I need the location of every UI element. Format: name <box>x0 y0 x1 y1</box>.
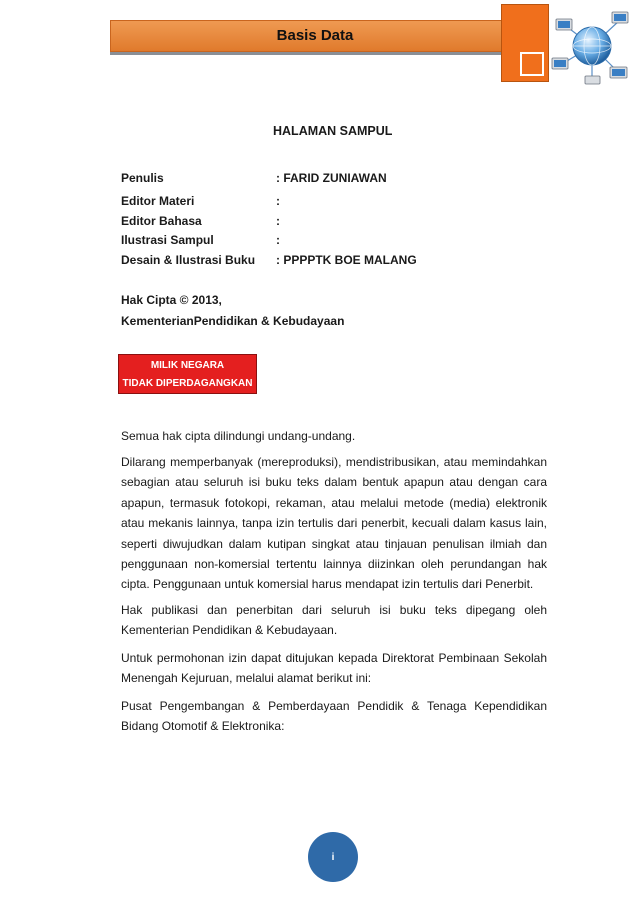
credit-value: : FARID ZUNIAWAN <box>276 171 387 185</box>
cover-title: HALAMAN SAMPUL <box>273 124 393 138</box>
credit-value: : <box>276 233 280 247</box>
page-number: i <box>308 832 358 882</box>
credit-value: : <box>276 214 280 228</box>
credit-label: Penulis <box>121 171 164 185</box>
credit-label: Ilustrasi Sampul <box>121 233 214 247</box>
copyright-line: Hak Cipta © 2013, <box>121 293 222 307</box>
badge-line-1: MILIK NEGARA <box>150 360 225 371</box>
credit-value: : <box>276 194 280 208</box>
header-title: Basis Data <box>276 27 354 44</box>
credit-value: : PPPPTK BOE MALANG <box>276 253 417 267</box>
credit-label: Editor Materi <box>121 194 195 208</box>
center-address: Pusat Pengembangan & Pemberdayaan Pendidik & Tenaga Kependidikan Bidang Otomotif & Elektronika: <box>121 699 547 734</box>
permission-request: Untuk permohonan izin dapat ditujukan kepada Direktorat Pembinaan Sekolah Menengah Kejuruan, melalui alamat berikut ini: <box>121 651 547 686</box>
reproduction-notice: Dilarang memperbanyak (mereproduksi), mendistribusikan, atau memindahkan sebagian atau seluruh isi buku teks dalam bentuk apapun atau dengan cara apapun, termasuk fotokopi, rekaman, atau melalui metode (media) elektronik atau mekanis lainnya, tanpa izin tertulis dari penerbit, kecuali dalam kasus lain, seperti diwujudkan dalam kutipan singkat atau tinjauan penulisan ilmiah dan penggunaan non-komersial tertentu lainnya diizinkan oleh perundangan hak cipta. Penggunaan untuk komersial harus mendapat izin tertulis dari Penerbit. <box>121 455 547 592</box>
credit-label: Desain & Ilustrasi Buku <box>121 253 256 267</box>
copyright-publisher: KementerianPendidikan & Kebudayaan <box>121 314 345 328</box>
credit-label: Editor Bahasa <box>121 214 202 228</box>
header-square-outline <box>520 52 544 76</box>
ownership-badge <box>118 354 257 394</box>
header-underline <box>110 52 520 55</box>
network-globe-icon <box>548 6 634 86</box>
badge-line-2: TIDAK DIPERDAGANGKAN <box>122 378 253 389</box>
publication-rights: Hak publikasi dan penerbitan dari seluruh isi buku teks dipegang oleh Kementerian Pendidikan & Kebudayaan. <box>121 603 547 638</box>
header-bar <box>110 20 520 52</box>
rights-statement: Semua hak cipta dilindungi undang-undang. <box>121 429 356 443</box>
